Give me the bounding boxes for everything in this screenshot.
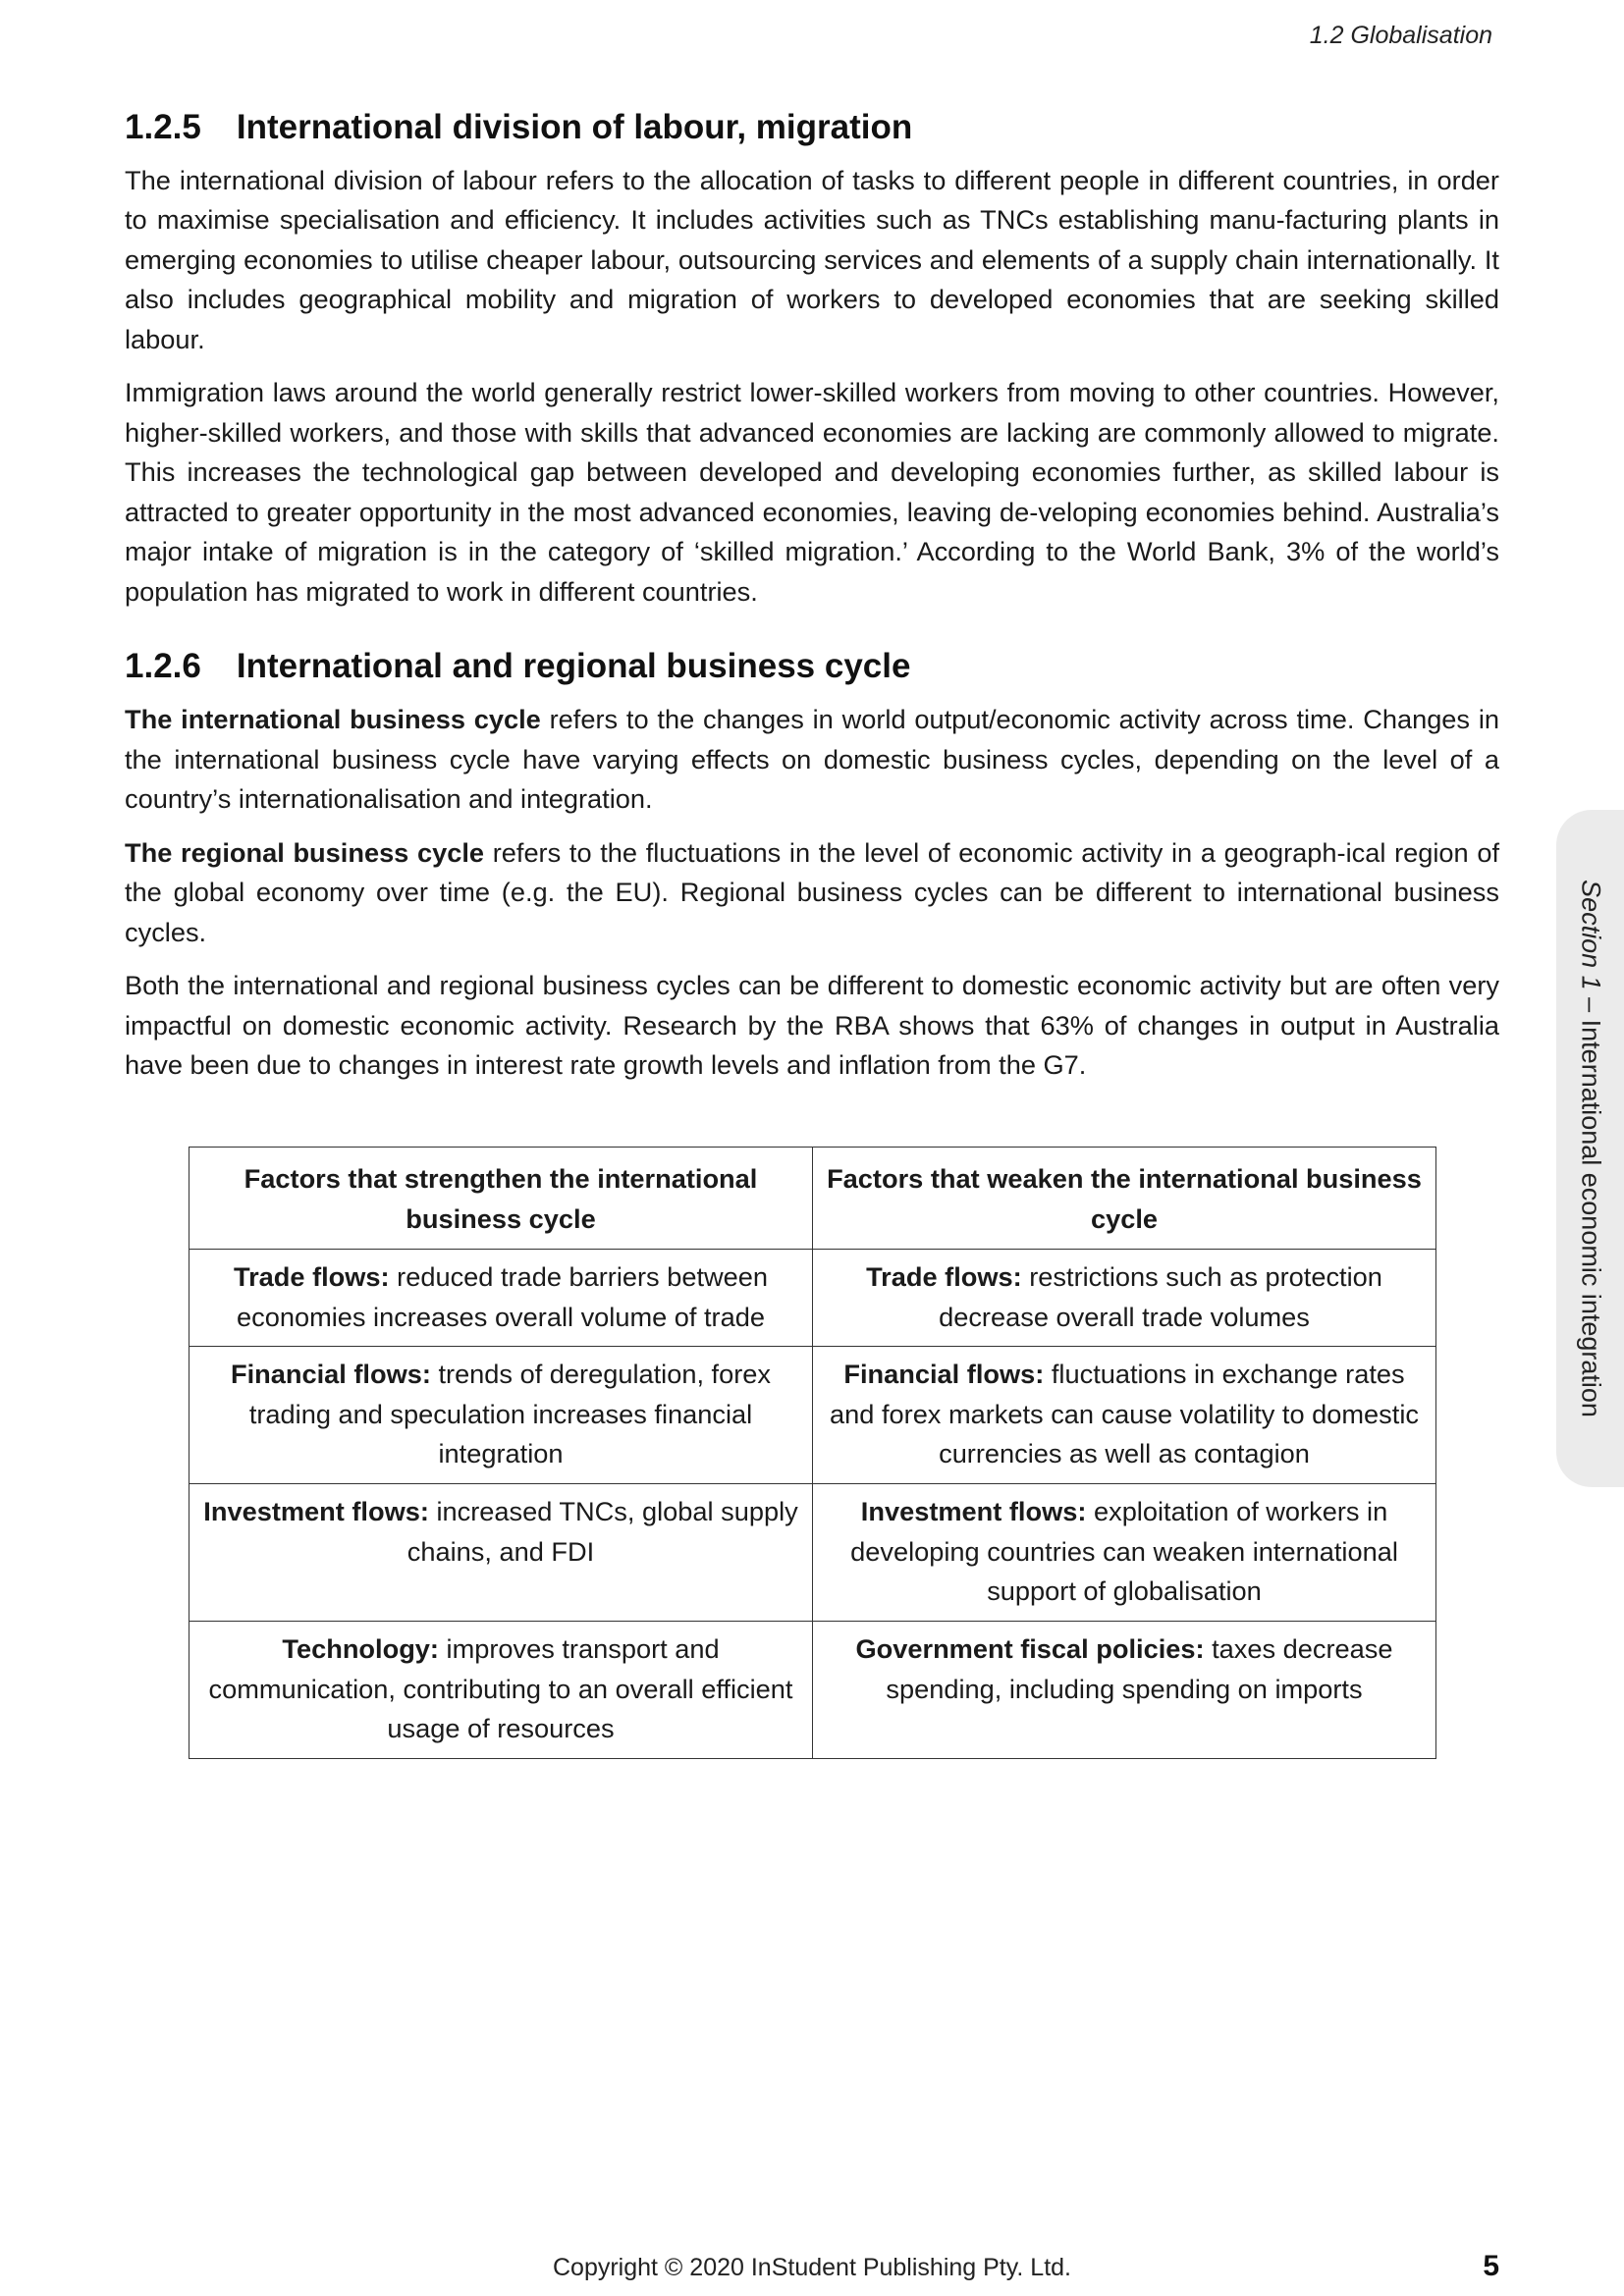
table-row	[189, 1250, 1436, 1347]
side-tab-label	[1575, 880, 1605, 1417]
paragraph-text: refers to the fluctuations in the level of economic activity in a geograph-ical region of the global economy over time (e.g. the EU). Regional business cycles can be different to international business cycles.	[125, 836, 1500, 947]
footer-copyright: Copyright © 2020 InStudent Publishing Pty. Ltd.	[552, 2254, 1071, 2281]
table-row	[189, 1622, 1436, 1759]
cell-text: restrictions such as protection decrease overall trade volumes	[939, 1261, 1382, 1332]
cell-text: exploitation of workers in developing countries can weaken international support of globalisation	[850, 1496, 1398, 1606]
section-heading-1-2-6	[125, 645, 1499, 688]
paragraph: Both the international and regional business cycles can be different to domestic economic activity but are often very impactful on domestic economic activity. Research by the RBA shows that 63% of changes in output in Australia have been due to changes in interest rate growth levels and inflation from the G7.	[125, 970, 1499, 1080]
term-bold: The international business cycle	[125, 704, 541, 734]
section-number: 1.2.6	[125, 647, 201, 686]
section-title: International and regional business cycle	[236, 647, 911, 686]
cell-text: taxes decrease spending, including spending on imports	[886, 1633, 1393, 1704]
table-row	[189, 1484, 1436, 1622]
cell-term: Financial flows:	[843, 1359, 1045, 1389]
cell-term: Investment flows:	[203, 1496, 429, 1526]
paragraph-regional-business-cycle	[125, 833, 1499, 953]
cell-text: fluctuations in exchange rates and forex markets can cause volatility to domestic currencies as well as contagion	[830, 1359, 1419, 1468]
page-number: 5	[1483, 2250, 1499, 2282]
factors-table	[189, 1147, 1436, 1759]
cell-term: Investment flows:	[860, 1496, 1087, 1526]
table-cell	[189, 1622, 813, 1759]
cell-term: Government fiscal policies:	[855, 1633, 1205, 1664]
table-header-row	[189, 1148, 1436, 1250]
table-cell	[813, 1622, 1436, 1759]
cell-term: Trade flows:	[866, 1261, 1022, 1292]
side-tab-section: Section 1	[1576, 880, 1605, 990]
section-number: 1.2.5	[125, 108, 201, 146]
table-cell	[189, 1484, 813, 1622]
column-header-weaken: Factors that weaken the international business cycle	[813, 1148, 1436, 1250]
paragraph-international-business-cycle	[125, 700, 1499, 820]
cell-text: increased TNCs, global supply chains, and FDI	[406, 1496, 798, 1567]
paragraph-text: refers to the changes in world output/economic activity across time. Changes in the international business cycle have varying effects on domestic business cycles, depending on the level of a country’s internationalisation and integration.	[125, 704, 1499, 814]
cell-text: improves transport and communication, contributing to an overall efficient usage of resources	[208, 1633, 793, 1743]
cell-text: trends of deregulation, forex trading and speculation increases financial integration	[248, 1359, 772, 1468]
running-header: 1.2 Globalisation	[1309, 22, 1492, 49]
cell-text: reduced trade barriers between economies increases overall volume of trade	[237, 1261, 768, 1332]
side-tab-title: – International economic integration	[1576, 989, 1605, 1417]
table-cell	[813, 1347, 1436, 1484]
table-cell	[189, 1347, 813, 1484]
table-cell	[189, 1250, 813, 1347]
cell-term: Financial flows:	[230, 1359, 431, 1389]
section-heading-1-2-5	[125, 106, 1499, 149]
term-bold: The regional business cycle	[125, 836, 485, 868]
table-cell	[813, 1484, 1436, 1622]
section-title: International division of labour, migration	[236, 108, 913, 146]
column-header-strengthen: Factors that strengthen the international business cycle	[189, 1148, 813, 1250]
table-row	[189, 1347, 1436, 1484]
cell-term: Technology:	[282, 1633, 439, 1664]
paragraph: Immigration laws around the world generally restrict lower-skilled workers from moving to other countries. However, higher-skilled workers, and those with skills that advanced economies are lacking are commonly allowed to migrate. This increases the technological gap between developed and developing economies further, as skilled labour is attracted to greater opportunity in the most advanced economies, leaving de-veloping economies behind. Australia’s major intake of migration is in the category of ‘skilled migration.’ According to the World Bank, 3% of the world’s population has migrated to work in different countries.	[125, 377, 1499, 607]
table-cell	[813, 1250, 1436, 1347]
cell-term: Trade flows:	[233, 1261, 390, 1292]
page-body	[125, 106, 1499, 1086]
section-side-tab	[1556, 810, 1624, 1487]
paragraph: The international division of labour refers to the allocation of tasks to different people in different countries, in order to maximise specialisation and efficiency. It includes activities such as TNCs establishing manu-facturing plants in emerging economies to utilise cheaper labour, outsourcing services and elements of a supply chain internationally. It also includes geographical mobility and migration of workers to developed economies that are seeking skilled labour.	[125, 164, 1499, 354]
